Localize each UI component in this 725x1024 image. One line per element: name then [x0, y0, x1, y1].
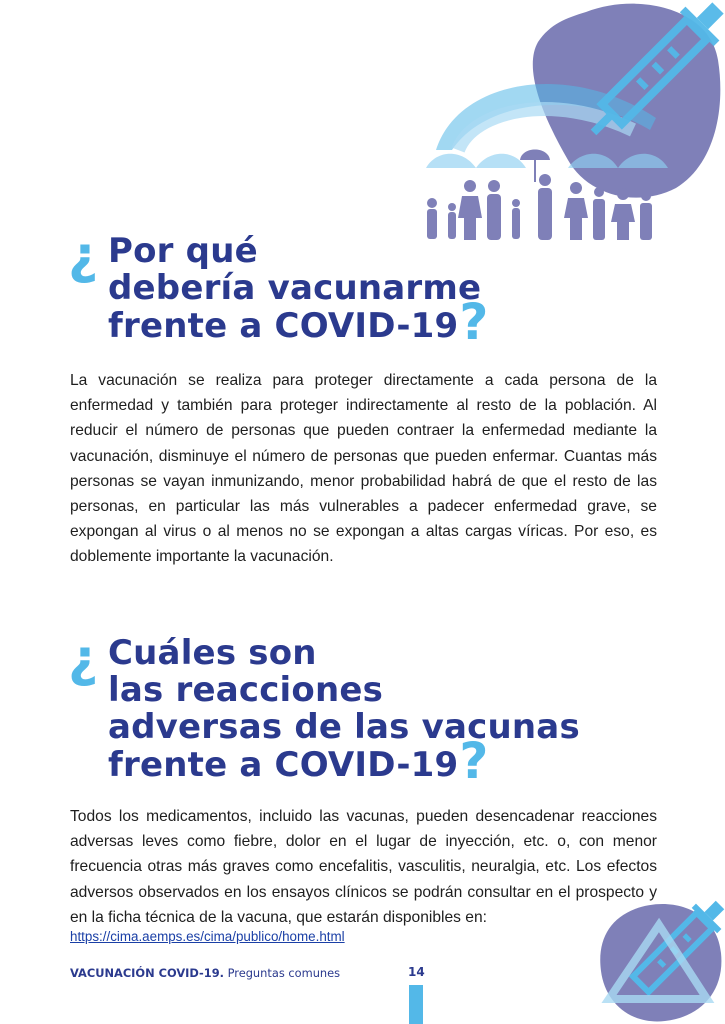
heading-line: Por qué — [108, 231, 258, 271]
section1-body: La vacunación se realiza para proteger directamente a cada persona de la enfermedad y también para proteger indirectamente al resto de la población. Al reducir el número de personas que pueden contraer la enfermedad mediante la vacunación, disminuye el número de personas que pueden enfermar. Cuantas más personas se vayan inmunizando, menor probabilidad habrá de que el resto de las personas, en particular las más vulnerables a padecer enfermedad grave, se expongan al virus o al menos no se expongan a altas cargas víricas. Por eso, es doblemente importante la vacunación. — [70, 372, 657, 566]
heading-line: adversas de las vacunas — [108, 707, 580, 747]
umbrella-family-illustration — [418, 0, 725, 245]
heading-line: las reacciones — [108, 670, 384, 710]
page-number: 14 — [408, 965, 425, 979]
question-mark-close: ? — [459, 293, 489, 351]
footer-label-bold: VACUNACIÓN COVID-19. — [70, 966, 224, 980]
heading-line: Cuáles son — [108, 633, 317, 673]
page-marker-bar — [409, 985, 423, 1024]
question-mark-close: ? — [459, 732, 489, 790]
question-mark-open: ¿ — [68, 226, 99, 286]
cima-link[interactable]: https://cima.aemps.es/cima/publico/home.html — [70, 929, 345, 944]
section2-body: Todos los medicamentos, incluido las vacunas, pueden desencadenar reacciones adversas leves como fiebre, dolor en el lugar de inyección, etc. o, con menor frecuencia otras más graves como encefalitis, vasculitis, neuralgia, etc. Los efectos adversos observados en los ensayos clínicos se podrán consultar en el prospecto y en la ficha técnica de la vacuna, que estarán disponibles en: — [70, 808, 657, 926]
heading-line: frente a COVID-19 — [108, 745, 459, 785]
section2-heading — [108, 633, 580, 790]
footer-label-rest: Preguntas comunes — [223, 966, 341, 980]
heading-line: debería vacunarme — [108, 268, 482, 308]
footer-label — [70, 966, 340, 980]
section1-heading — [108, 231, 489, 351]
heading-line: frente a COVID-19 — [108, 306, 459, 346]
question-mark-open: ¿ — [68, 629, 99, 689]
